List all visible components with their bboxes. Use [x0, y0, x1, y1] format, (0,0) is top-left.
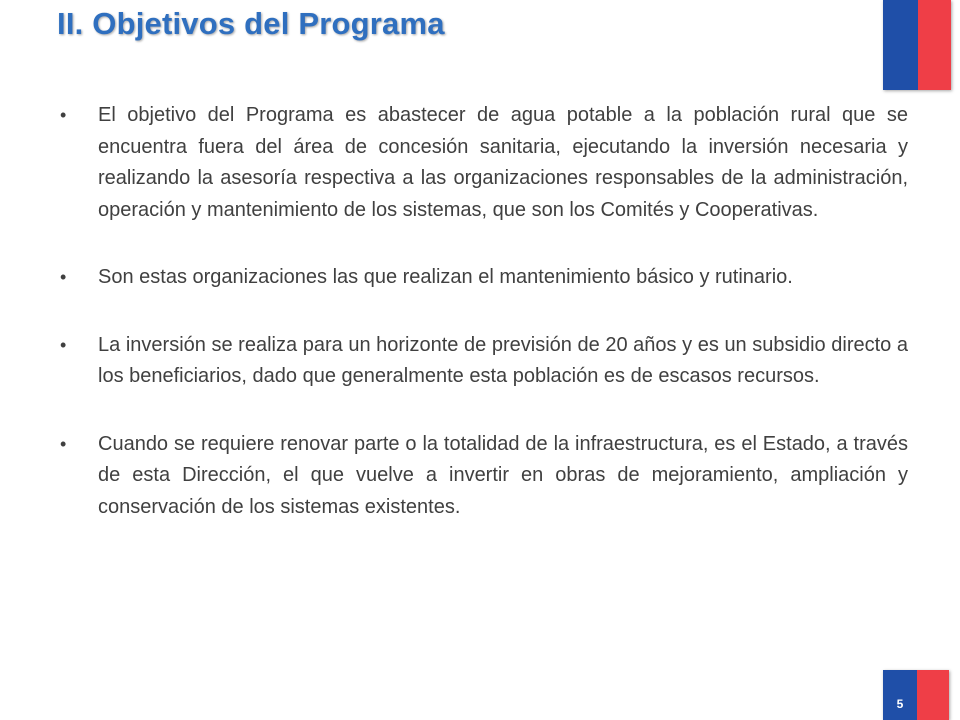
bullet-text: La inversión se realiza para un horizonte de previsión de 20 años y es un subsidio directo a los beneficiarios, dado que generalmente esta población es de escasos recursos. — [98, 333, 908, 387]
objectives-bullet-list — [60, 100, 908, 559]
bullet-text: El objetivo del Programa es abastecer de agua potable a la población rural que se encuentra fuera del área de concesión sanitaria, ejecutando la inversión necesaria y realizando la asesoría respectiva a las organizaciones responsables de la administración, operación y mantenimiento de los sistemas, que son los Comités y Cooperativas. — [98, 104, 908, 221]
bullet-item — [60, 100, 908, 226]
flag-red-stripe — [918, 0, 951, 90]
slide-title: II. Objetivos del Programa — [57, 6, 445, 41]
chile-flag-stripes-top — [883, 0, 951, 90]
bullet-item — [60, 262, 908, 294]
flag-red-stripe — [917, 670, 949, 720]
chile-flag-stripes-bottom — [883, 670, 949, 720]
flag-blue-stripe — [883, 670, 917, 720]
page-number: 5 — [896, 697, 904, 711]
bullet-dot-icon: • — [60, 433, 67, 454]
flag-blue-stripe — [883, 0, 918, 90]
bullet-dot-icon: • — [60, 334, 67, 355]
bullet-dot-icon: • — [60, 267, 67, 287]
bullet-item — [60, 330, 908, 393]
bullet-dot-icon: • — [60, 105, 67, 125]
bullet-text: Son estas organizaciones las que realizan el mantenimiento básico y rutinario. — [98, 266, 793, 288]
bullet-text: Cuando se requiere renovar parte o la totalidad de la infraestructura, es el Estado, a través de esta Dirección, el que vuelve a invertir en obras de mejoramiento, ampliación y conservación de los sistemas existentes. — [98, 432, 908, 518]
bullet-item — [60, 429, 908, 524]
